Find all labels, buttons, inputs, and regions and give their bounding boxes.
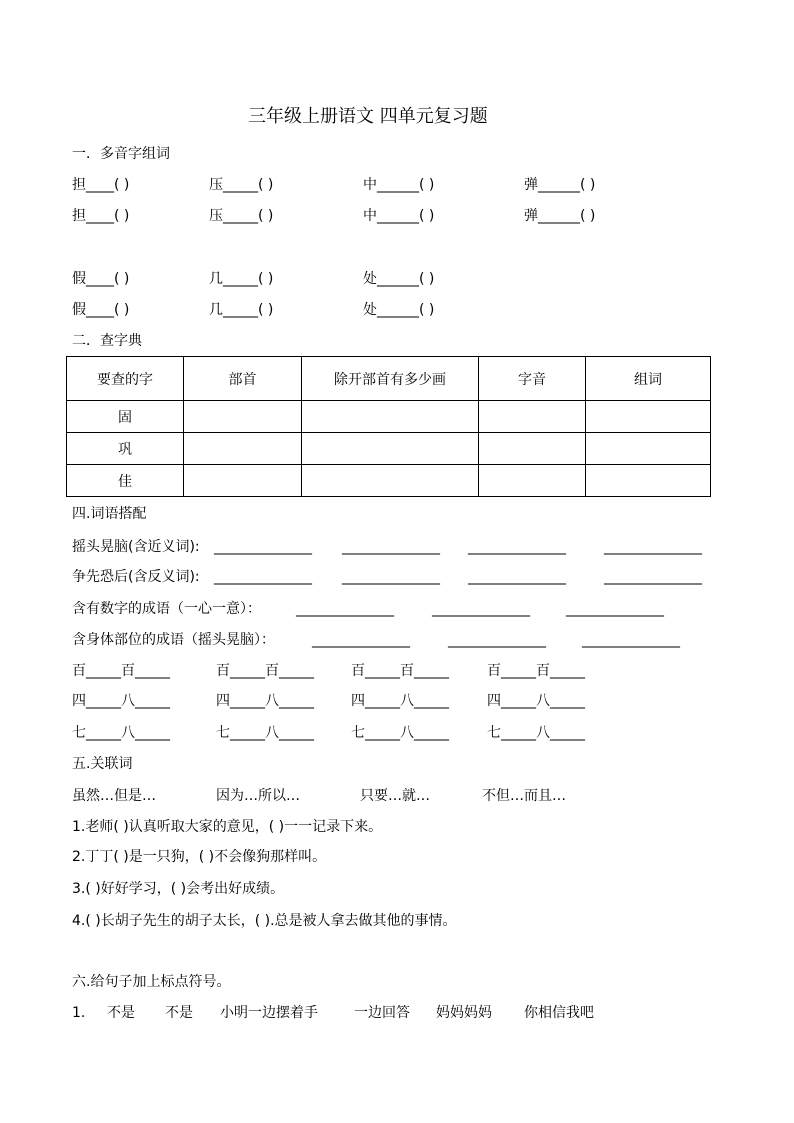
polyphone-item: 几_____( ) [209, 271, 274, 287]
answer-cell[interactable] [184, 433, 302, 465]
answer-cell[interactable] [302, 465, 479, 497]
antonym-label: 争先恐后(含反义词): [72, 569, 200, 585]
table-row [67, 433, 711, 465]
polyphone-item: 处______( ) [363, 271, 435, 287]
char-cell: 巩 [67, 433, 184, 465]
sentence-fragment: 不是 [165, 1005, 193, 1021]
table-row [67, 465, 711, 497]
idiom-fill[interactable]: 百_____百_____ [72, 663, 170, 679]
answer-blank[interactable]: ______________ [214, 569, 312, 585]
sentence-fragment: 你相信我吧 [524, 1005, 594, 1021]
sentence-fragment: 妈妈妈妈 [436, 1005, 492, 1021]
section-1-heading: 一．多音字组词 [72, 146, 170, 162]
idiom-fill[interactable]: 百_____百_____ [487, 663, 585, 679]
idiom-fill[interactable]: 七_____八_____ [216, 725, 314, 741]
answer-blank[interactable]: ______________ [604, 569, 702, 585]
page-title: 三年级上册语文 四单元复习题 [248, 106, 488, 127]
polyphone-item: 弹______( ) [524, 177, 596, 193]
answer-blank[interactable]: ______________ [604, 539, 702, 555]
punctuation-number: 1. [72, 1005, 86, 1021]
answer-cell[interactable] [479, 433, 586, 465]
conjunction-option: 只要…就… [360, 788, 430, 804]
polyphone-item: 假____( ) [72, 271, 130, 287]
answer-cell[interactable] [586, 465, 711, 497]
idiom-fill[interactable]: 四_____八_____ [487, 693, 585, 709]
conjunction-question: 3.( )好好学习，( )会考出好成绩。 [72, 881, 285, 897]
body-idiom-label: 含身体部位的成语（摇头晃脑）： [72, 632, 275, 648]
polyphone-item: 担____( ) [72, 208, 130, 224]
idiom-fill[interactable]: 七_____八_____ [72, 725, 170, 741]
header-cell: 除开部首有多少画 [302, 357, 479, 401]
table-header-row [67, 357, 711, 401]
answer-blank[interactable]: ______________ [312, 632, 410, 648]
polyphone-item: 处______( ) [363, 302, 435, 318]
conjunction-question: 1.老师( )认真听取大家的意见，( )一一记录下来。 [72, 819, 383, 835]
conjunction-question: 4.( )长胡子先生的胡子太长，( ).总是被人拿去做其他的事情。 [72, 913, 457, 929]
polyphone-item: 中______( ) [363, 208, 435, 224]
polyphone-item: 压_____( ) [209, 208, 274, 224]
answer-cell[interactable] [184, 465, 302, 497]
idiom-fill[interactable]: 四_____八_____ [72, 693, 170, 709]
polyphone-item: 几_____( ) [209, 302, 274, 318]
idiom-fill[interactable]: 百_____百_____ [351, 663, 449, 679]
polyphone-item: 弹______( ) [524, 208, 596, 224]
table-row [67, 401, 711, 433]
answer-cell[interactable] [302, 401, 479, 433]
conjunction-option: 虽然…但是… [72, 788, 156, 804]
sentence-fragment: 小明一边摆着手 [220, 1005, 318, 1021]
char-cell: 固 [67, 401, 184, 433]
header-cell: 组词 [586, 357, 711, 401]
conjunction-question: 2.丁丁( )是一只狗，( )不会像狗那样叫。 [72, 849, 327, 865]
answer-blank[interactable]: ______________ [566, 601, 664, 617]
header-cell: 部首 [184, 357, 302, 401]
conjunction-option: 不但…而且… [482, 788, 566, 804]
answer-blank[interactable]: ______________ [432, 601, 530, 617]
idiom-fill[interactable]: 百_____百_____ [216, 663, 314, 679]
answer-cell[interactable] [479, 401, 586, 433]
synonym-label: 摇头晃脑(含近义词): [72, 539, 200, 555]
idiom-fill[interactable]: 四_____八_____ [351, 693, 449, 709]
header-cell: 要查的字 [67, 357, 184, 401]
section-4-heading: 四.词语搭配 [72, 506, 147, 522]
answer-blank[interactable]: ______________ [296, 601, 394, 617]
conjunction-option: 因为…所以… [216, 788, 300, 804]
answer-cell[interactable] [302, 433, 479, 465]
polyphone-item: 中______( ) [363, 177, 435, 193]
sentence-fragment: 不是 [107, 1005, 135, 1021]
polyphone-item: 担____( ) [72, 177, 130, 193]
answer-blank[interactable]: ______________ [342, 539, 440, 555]
section-6-heading: 六.给句子加上标点符号。 [72, 974, 231, 990]
answer-blank[interactable]: ______________ [582, 632, 680, 648]
polyphone-item: 假____( ) [72, 302, 130, 318]
answer-blank[interactable]: ______________ [448, 632, 546, 648]
answer-blank[interactable]: ______________ [214, 539, 312, 555]
answer-blank[interactable]: ______________ [468, 569, 566, 585]
answer-cell[interactable] [586, 433, 711, 465]
answer-cell[interactable] [479, 465, 586, 497]
idiom-fill[interactable]: 七_____八_____ [351, 725, 449, 741]
section-2-heading: 二．查字典 [72, 333, 142, 349]
answer-cell[interactable] [184, 401, 302, 433]
answer-blank[interactable]: ______________ [468, 539, 566, 555]
section-5-heading: 五.关联词 [72, 756, 133, 772]
answer-blank[interactable]: ______________ [342, 569, 440, 585]
sentence-fragment: 一边回答 [354, 1005, 410, 1021]
answer-cell[interactable] [586, 401, 711, 433]
number-idiom-label: 含有数字的成语（一心一意）： [72, 601, 261, 617]
dictionary-table [66, 356, 711, 497]
polyphone-item: 压_____( ) [209, 177, 274, 193]
char-cell: 佳 [67, 465, 184, 497]
header-cell: 字音 [479, 357, 586, 401]
idiom-fill[interactable]: 七_____八_____ [487, 725, 585, 741]
idiom-fill[interactable]: 四_____八_____ [216, 693, 314, 709]
